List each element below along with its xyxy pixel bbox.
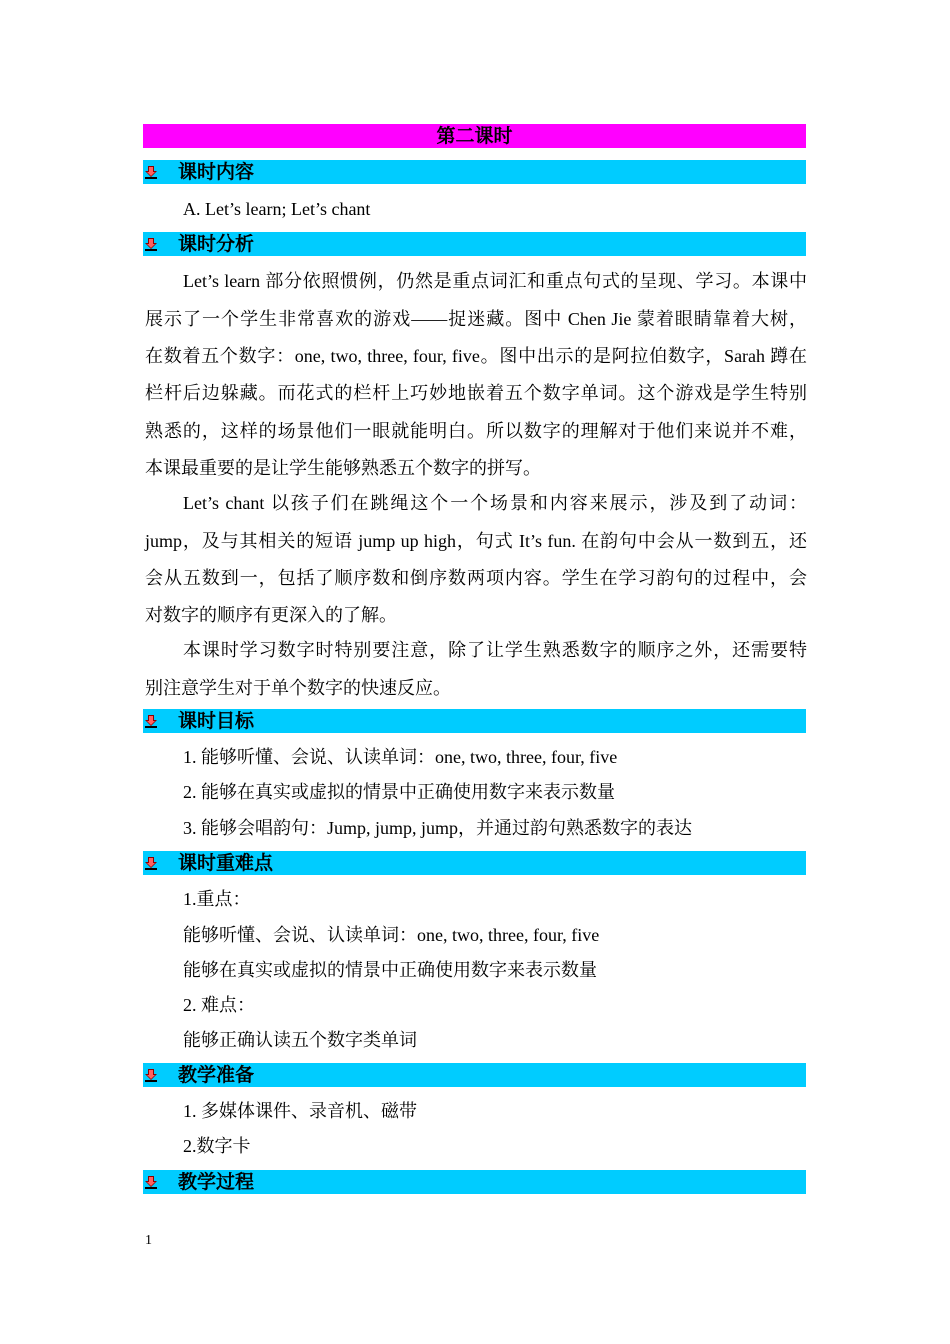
section-heading-prep: 教学准备 bbox=[143, 1063, 806, 1087]
list-item: 3. 能够会唱韵句：Jump, jump, jump，并通过韵句熟悉数字的表达 bbox=[183, 818, 693, 838]
paragraph-line: Let’s learn 部分依照惯例，仍然是重点词汇和重点句式的呈现、学习。本课中 bbox=[183, 271, 807, 291]
arrow-down-bullet-icon bbox=[145, 166, 157, 179]
list-item: 1.重点： bbox=[183, 889, 251, 909]
list-item: 1. 能够听懂、会说、认读单词：one, two, three, four, five bbox=[183, 747, 618, 767]
paragraph-line: 在数着五个数字：one, two, three, four, five。图中出示的是阿拉伯数字，Sarah 蹲在 bbox=[145, 346, 807, 366]
section-heading-process: 教学过程 bbox=[143, 1170, 806, 1194]
paragraph-line: 对数字的顺序有更深入的了解。 bbox=[145, 605, 397, 625]
paragraph-line: jump，及与其相关的短语 jump up high，句式 It’s fun. 在韵句中会从一数到五，还 bbox=[145, 531, 807, 551]
arrow-down-bullet-icon bbox=[145, 715, 157, 728]
page-number: 1 bbox=[145, 1233, 152, 1248]
paragraph-line: 本课时学习数字时特别要注意，除了让学生熟悉数字的顺序之外，还需要特 bbox=[183, 640, 807, 660]
list-item: 1. 多媒体课件、录音机、磁带 bbox=[183, 1101, 417, 1121]
arrow-down-bullet-icon bbox=[145, 1176, 157, 1189]
paragraph-line: Let’s chant 以孩子们在跳绳这个一个场景和内容来展示，涉及到了动词： bbox=[183, 493, 807, 513]
section-heading-goals: 课时目标 bbox=[143, 709, 806, 733]
list-item: 能够听懂、会说、认读单词：one, two, three, four, five bbox=[183, 925, 600, 945]
arrow-down-bullet-icon bbox=[145, 857, 157, 870]
paragraph-line: 别注意学生对于单个数字的快速反应。 bbox=[145, 678, 451, 698]
section-heading-analysis: 课时分析 bbox=[143, 232, 806, 256]
section-heading-content: 课时内容 bbox=[143, 160, 806, 184]
list-item: 能够在真实或虚拟的情景中正确使用数字来表示数量 bbox=[183, 960, 597, 980]
list-item: 能够正确认读五个数字类单词 bbox=[183, 1030, 417, 1050]
paragraph-line: 栏杆后边躲藏。而花式的栏杆上巧妙地嵌着五个数字单词。这个游戏是学生特别 bbox=[145, 383, 807, 403]
page-title: 第二课时 bbox=[143, 124, 806, 148]
paragraph-line: A. Let’s learn; Let’s chant bbox=[183, 199, 371, 219]
section-heading-keypoints: 课时重难点 bbox=[143, 851, 806, 875]
paragraph-line: 熟悉的，这样的场景他们一眼就能明白。所以数字的理解对于他们来说并不难， bbox=[145, 421, 807, 441]
paragraph-line: 会从五数到一，包括了顺序数和倒序数两项内容。学生在学习韵句的过程中，会 bbox=[145, 568, 807, 588]
arrow-down-bullet-icon bbox=[145, 1069, 157, 1082]
list-item: 2. 难点： bbox=[183, 995, 255, 1015]
paragraph-line: 展示了一个学生非常喜欢的游戏——捉迷藏。图中 Chen Jie 蒙着眼睛靠着大树， bbox=[145, 309, 807, 329]
list-item: 2.数字卡 bbox=[183, 1136, 251, 1156]
arrow-down-bullet-icon bbox=[145, 238, 157, 251]
paragraph-line: 本课最重要的是让学生能够熟悉五个数字的拼写。 bbox=[145, 458, 541, 478]
list-item: 2. 能够在真实或虚拟的情景中正确使用数字来表示数量 bbox=[183, 782, 615, 802]
